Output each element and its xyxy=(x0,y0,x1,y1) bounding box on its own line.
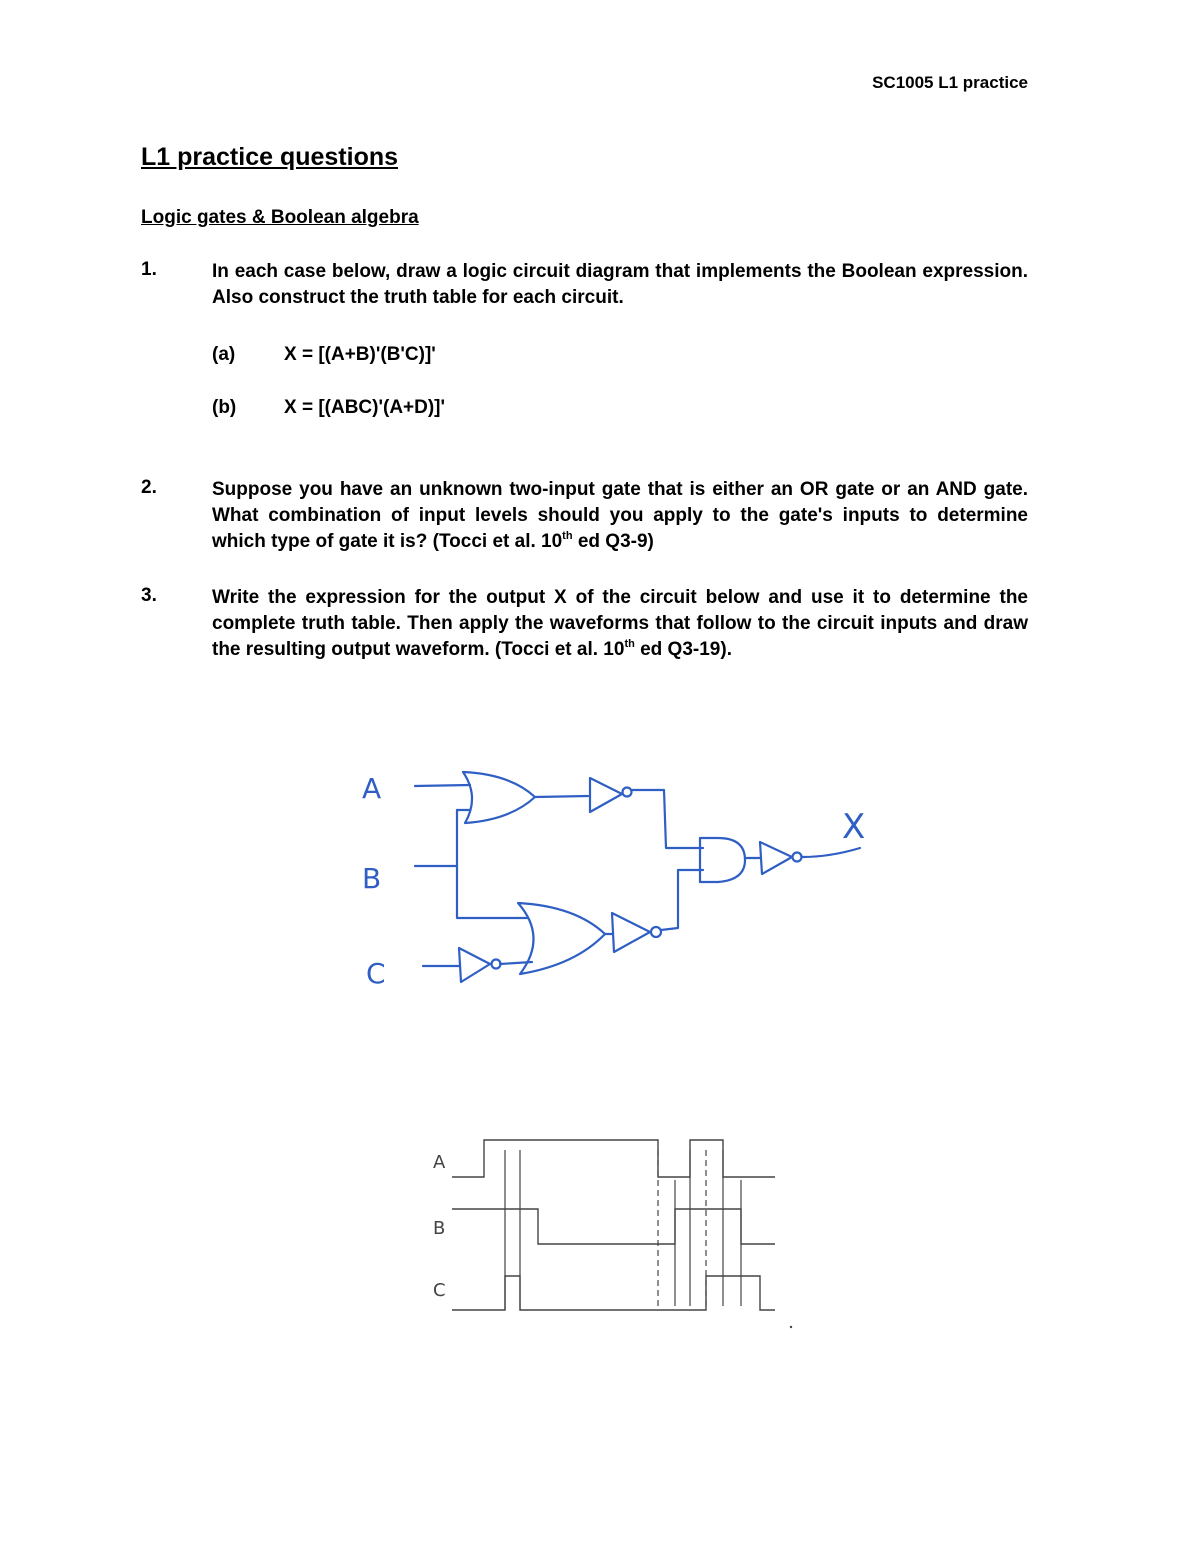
waveform-b xyxy=(452,1209,775,1244)
question-2-superscript: th xyxy=(562,530,573,542)
circuit-label-b: B xyxy=(362,862,382,895)
question-3-number: 3. xyxy=(141,585,157,606)
question-2-text-main: Suppose you have an unknown two-input gate that is either an OR gate or an AND gate. What combination of input levels should you apply to the gate's inputs to determine which type of gate it is? (Tocci et al. 10 xyxy=(212,479,1028,552)
circuit-label-a: A xyxy=(362,772,382,805)
question-1b-label: (b) xyxy=(212,397,237,418)
question-1-text: In each case below, draw a logic circuit diagram that implements the Boolean expression. Also construct the truth table for each circuit. xyxy=(212,261,1028,308)
waveform-labels xyxy=(433,1152,446,1301)
question-3-text-main: Write the expression for the output X of the circuit below and use it to determine the complete truth table. Then apply the waveforms that follow to the circuit inputs and draw the resulting output waveform. (Tocci et al. 10 xyxy=(212,587,1028,660)
question-2-text-end: ed Q3-9) xyxy=(572,531,654,552)
waveform-markers xyxy=(505,1150,741,1310)
stray-dot xyxy=(790,1326,792,1328)
course-tag-header: SC1005 L1 practice xyxy=(872,73,1028,92)
waveform-a xyxy=(452,1140,775,1177)
question-3-text-end: ed Q3-19). xyxy=(634,639,732,660)
circuit-label-x: X xyxy=(842,807,866,847)
question-1-number: 1. xyxy=(141,259,157,280)
waveform-label-a: A xyxy=(433,1152,446,1173)
page-title: L1 practice questions xyxy=(141,143,399,171)
question-3-superscript: th xyxy=(624,638,635,650)
question-1b-expression: X = [(ABC)'(A+D)]' xyxy=(284,397,446,418)
waveform-c xyxy=(452,1276,775,1310)
question-2-number: 2. xyxy=(141,477,157,498)
question-1a-label: (a) xyxy=(212,344,236,365)
waveform-label-c: C xyxy=(433,1280,446,1301)
waveform-label-b: B xyxy=(433,1218,446,1239)
circuit-label-c: C xyxy=(366,957,386,990)
section-heading: Logic gates & Boolean algebra xyxy=(141,207,419,228)
question-1a-expression: X = [(A+B)'(B'C)]' xyxy=(284,344,436,365)
